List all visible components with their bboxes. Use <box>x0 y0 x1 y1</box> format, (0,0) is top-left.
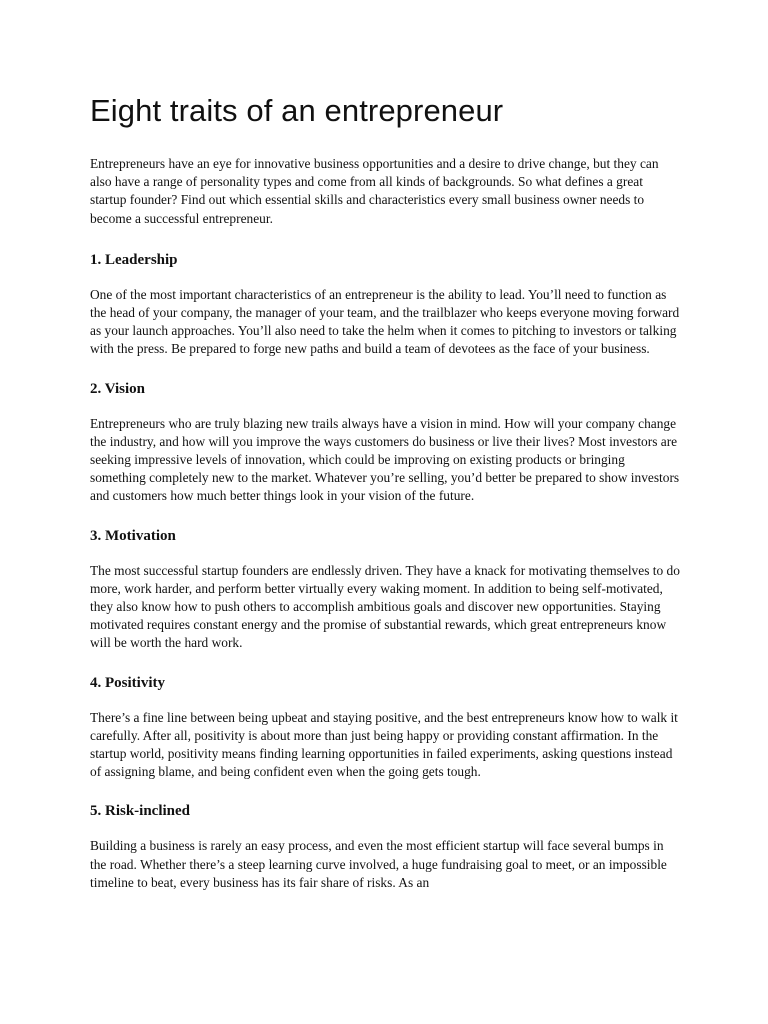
section-motivation <box>90 526 680 653</box>
section-paragraph: One of the most important characteristics of an entrepreneur is the ability to lead. You’ll need to function as the head of your company, the manager of your team, and the trailblazer who keeps everyone moving forward as your launch approaches. You’ll also need to take the helm when it comes to pitching to investors or talking with the press. Be prepared to forge new paths and build a team of devotees as the face of your business. <box>90 286 680 357</box>
section-risk-inclined <box>90 801 680 892</box>
section-vision <box>90 379 680 506</box>
document-page <box>90 90 680 912</box>
section-positivity <box>90 673 680 782</box>
section-paragraph: There’s a fine line between being upbeat and staying positive, and the best entrepreneurs know how to walk it carefully. After all, positivity is about more than just being happy or providing constant affirmation. In the startup world, positivity means finding learning opportunities in failed experiments, asking questions instead of assigning blame, and being confident even when the going gets tough. <box>90 709 678 780</box>
section-heading: 3. Motivation <box>90 527 176 544</box>
section-leadership <box>90 250 680 359</box>
section-heading: 5. Risk-inclined <box>90 803 191 820</box>
intro-paragraph: Entrepreneurs have an eye for innovative business opportunities and a desire to drive change, but they can also have a range of personality types and come from all kinds of backgrounds. So what defines a great startup founder? Find out which essential skills and characteristics every small business owner needs to become a successful entrepreneur. <box>90 156 659 226</box>
section-heading: 4. Positivity <box>90 674 165 691</box>
page-title: Eight traits of an entrepreneur <box>90 93 504 128</box>
section-heading: 1. Leadership <box>90 251 178 268</box>
section-paragraph: The most successful startup founders are endlessly driven. They have a knack for motivating themselves to do more, work harder, and perform better virtually every waking moment. In addition to being self-motivated, they also know how to push others to accomplish ambitious goals and discover new opportunities. Staying motivated requires constant energy and the promise of substantial rewards, which great entrepreneurs know will be worth the hard work. <box>90 562 680 651</box>
section-paragraph: Entrepreneurs who are truly blazing new trails always have a vision in mind. How will your company change the industry, and how will you improve the ways customers do business or live their lives? Most investors are seeking impressive levels of innovation, which could be improving on existing products or bringing something completely new to the market. Whatever you’re selling, you’d better be prepared to show investors and customers how much better things look in your vision of the future. <box>90 415 680 504</box>
section-paragraph: Building a business is rarely an easy process, and even the most efficient startup will face several bumps in the road. Whether there’s a steep learning curve involved, a huge fundraising goal to meet, or an impossible timeline to beat, every business has its fair share of risks. As an <box>90 838 667 890</box>
section-heading: 2. Vision <box>90 380 146 397</box>
